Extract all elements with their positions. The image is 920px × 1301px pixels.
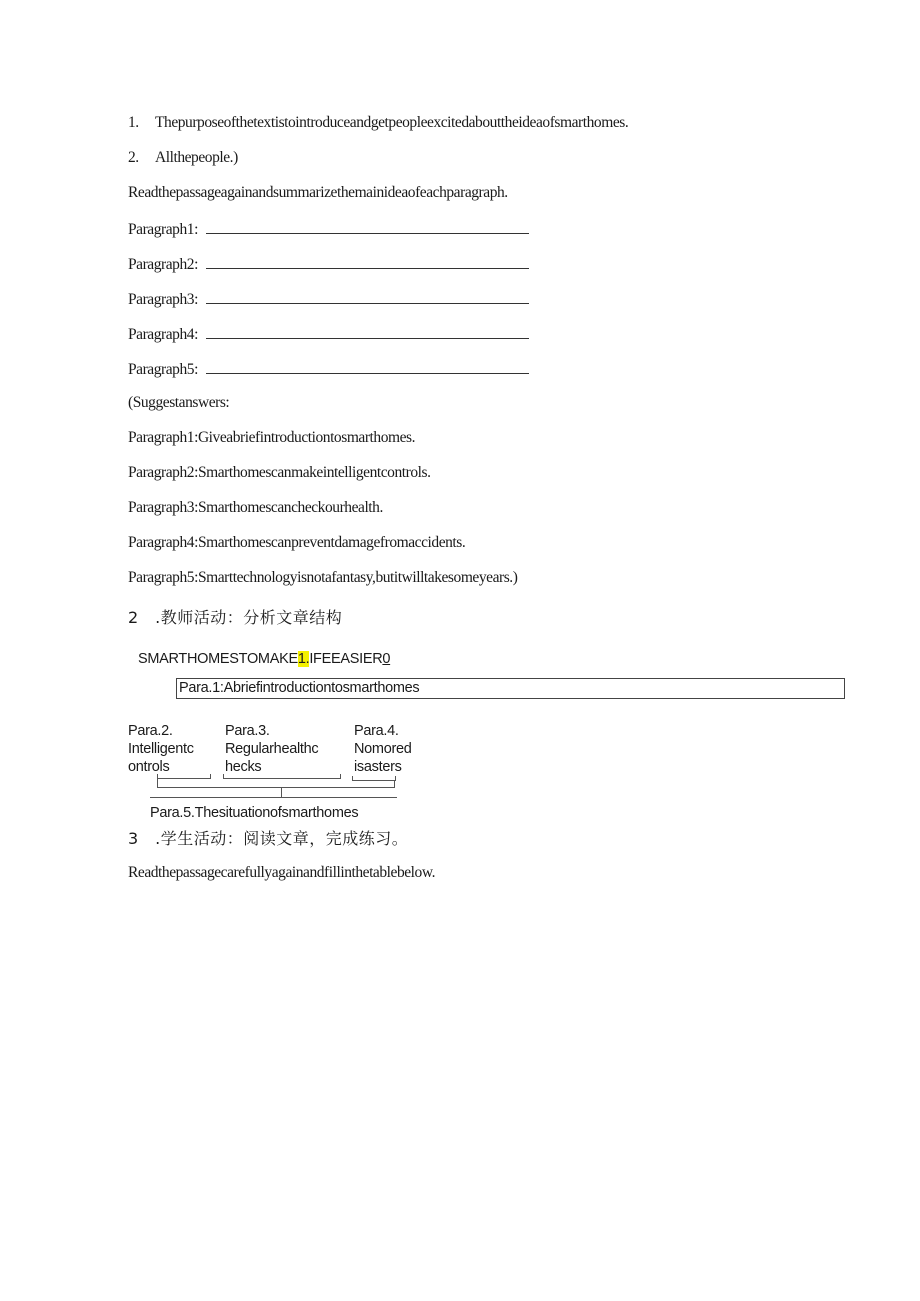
connector-bar [157, 787, 395, 788]
para4-line-3: isasters [354, 759, 402, 775]
para3-bracket [223, 774, 341, 779]
answer-2 [128, 149, 238, 167]
para2-block [128, 722, 194, 776]
paragraph-blank-label: Paragraph2: [128, 256, 198, 273]
suggested-answer-3: Paragraph3:Smarthomescancheckourhealth. [128, 499, 383, 516]
para3-block [225, 722, 318, 776]
para1-label: Para.1:Abriefintroductiontosmarthomes [179, 680, 420, 696]
diagram-title-text-3: 0 [382, 651, 391, 667]
para4-bracket [352, 776, 396, 781]
student-activity-heading: 3 .学生活动：阅读文章，完成练习。 [128, 829, 409, 848]
answer-1-number: 1. [128, 114, 139, 131]
answer-blank-line[interactable] [206, 359, 529, 374]
answer-blank-line[interactable] [206, 289, 529, 304]
para3-line-1: Para.3. [225, 723, 270, 739]
para4-line-2: Nomored [354, 741, 412, 757]
diagram-title-text-2: IFEEASIER [309, 651, 383, 667]
paragraph-blank-5 [128, 359, 529, 379]
para5-label: Para.5.Thesituationofsmarthomes [150, 805, 359, 821]
instruction-summary: Readthepassageagainandsummarizethemainideaofeachparagraph. [128, 184, 508, 201]
para2-bracket [157, 774, 211, 779]
paragraph-blank-label: Paragraph5: [128, 361, 198, 378]
paragraph-blank-2 [128, 254, 529, 274]
answer-2-text: Allthepeople.) [155, 149, 238, 166]
paragraph-blank-label: Paragraph1: [128, 221, 198, 238]
suggested-answer-5: Paragraph5:Smarttechnologyisnotafantasy,butitwilltakesomeyears.) [128, 569, 518, 586]
answer-2-number: 2. [128, 149, 139, 166]
diagram-title [138, 650, 390, 668]
para2-line-3: ontrols [128, 759, 170, 775]
answer-1-text: Thepurposeofthetextistointroduceandgetpeopleexcitedabouttheideaofsmarthomes. [155, 114, 629, 131]
paragraph-blank-4 [128, 324, 529, 344]
para4-line-1: Para.4. [354, 723, 399, 739]
para2-line-1: Para.2. [128, 723, 173, 739]
paragraph-blank-1 [128, 219, 529, 239]
para5-rule [150, 797, 397, 798]
paragraph-blank-label: Paragraph3: [128, 291, 198, 308]
diagram-title-text: SMARTHOMESTOMAKE [138, 651, 298, 667]
answer-1 [128, 114, 628, 132]
paragraph-blank-3 [128, 289, 529, 309]
para4-block [354, 722, 412, 776]
connector-left [157, 779, 158, 787]
answer-blank-line[interactable] [206, 324, 529, 339]
paragraph-blank-label: Paragraph4: [128, 326, 198, 343]
para2-line-2: Intelligentc [128, 741, 194, 757]
suggest-heading: (Suggestanswers: [128, 394, 230, 411]
para3-line-2: Regularhealthc [225, 741, 319, 757]
para3-line-3: hecks [225, 759, 262, 775]
answer-blank-line[interactable] [206, 254, 529, 269]
answer-blank-line[interactable] [206, 219, 529, 234]
diagram-title-highlight: 1. [297, 651, 310, 667]
instruction-table: Readthepassagecarefullyagainandfillinthetablebelow. [128, 864, 436, 881]
suggested-answer-2: Paragraph2:Smarthomescanmakeintelligentcontrols. [128, 464, 431, 481]
connector-center [281, 787, 282, 797]
suggested-answer-4: Paragraph4:Smarthomescanpreventdamagefromaccidents. [128, 534, 466, 551]
suggested-answer-1: Paragraph1:Giveabriefintroductiontosmarthomes. [128, 429, 416, 446]
teacher-activity-heading: 2 .教师活动：分析文章结构 [128, 608, 343, 627]
